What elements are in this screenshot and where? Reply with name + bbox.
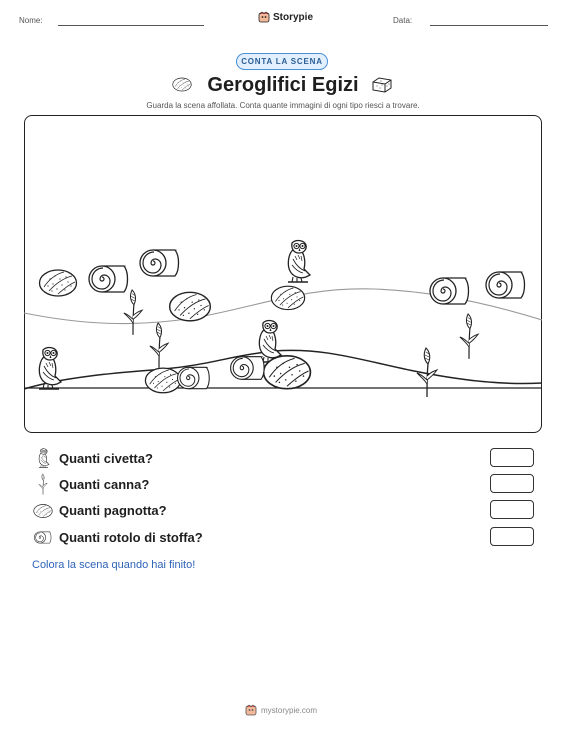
cloth-roll: [177, 367, 209, 388]
bread: [263, 355, 310, 388]
question-label: Quanti pagnotta?: [59, 502, 167, 518]
reed: [123, 290, 141, 335]
question-bread: [32, 499, 537, 521]
cloth-roll: [486, 272, 525, 298]
bread: [271, 286, 304, 309]
reed-icon: [32, 473, 54, 495]
storypie-logo-icon: [258, 11, 270, 23]
question-reed: [32, 473, 537, 495]
answer-box-owl[interactable]: [490, 448, 534, 467]
cloth-roll: [89, 266, 128, 292]
bread: [169, 292, 210, 321]
bread-icon: [32, 499, 54, 521]
site-url[interactable]: mystorypie.com: [261, 705, 318, 715]
storypie-logo-icon: [245, 704, 257, 716]
cloth-roll: [140, 250, 179, 276]
bread: [39, 270, 76, 296]
owl: [39, 347, 61, 388]
activity-badge: CONTA LA SCENA: [236, 53, 328, 70]
cloth-roll: [230, 356, 263, 379]
cloth-roll: [430, 278, 469, 304]
reed: [149, 323, 167, 368]
brand-logo: [258, 11, 313, 23]
answer-box-reed[interactable]: [490, 474, 534, 493]
question-owl: [32, 447, 537, 469]
instructions: Guarda la scena affollata. Conta quante immagini di ogni tipo riesci a trovare.: [146, 101, 420, 110]
date-label: Data:: [393, 16, 413, 25]
counting-scene: [24, 115, 542, 433]
cloth-roll-icon: [32, 526, 54, 548]
bread: [145, 368, 180, 393]
question-label: Quanti rotolo di stoffa?: [59, 529, 203, 545]
question-cloth-roll: [32, 526, 537, 548]
coloring-note: Colora la scena quando hai finito!: [32, 559, 196, 571]
question-label: Quanti canna?: [59, 476, 150, 492]
answer-box-cloth-roll[interactable]: [490, 527, 534, 546]
sandstone-block-icon: [371, 76, 393, 93]
owl-icon: [32, 447, 54, 469]
reed: [459, 314, 477, 359]
answer-box-bread[interactable]: [490, 500, 534, 519]
owl: [288, 240, 310, 281]
name-field[interactable]: [58, 25, 204, 26]
brand-name: Storypie: [273, 11, 314, 23]
owl: [259, 320, 281, 361]
page-title: Geroglifici Egizi: [207, 74, 359, 96]
name-label: Nome:: [19, 16, 43, 25]
date-field[interactable]: [430, 25, 548, 26]
question-label: Quanti civetta?: [59, 450, 153, 466]
site-footer: [245, 704, 317, 716]
